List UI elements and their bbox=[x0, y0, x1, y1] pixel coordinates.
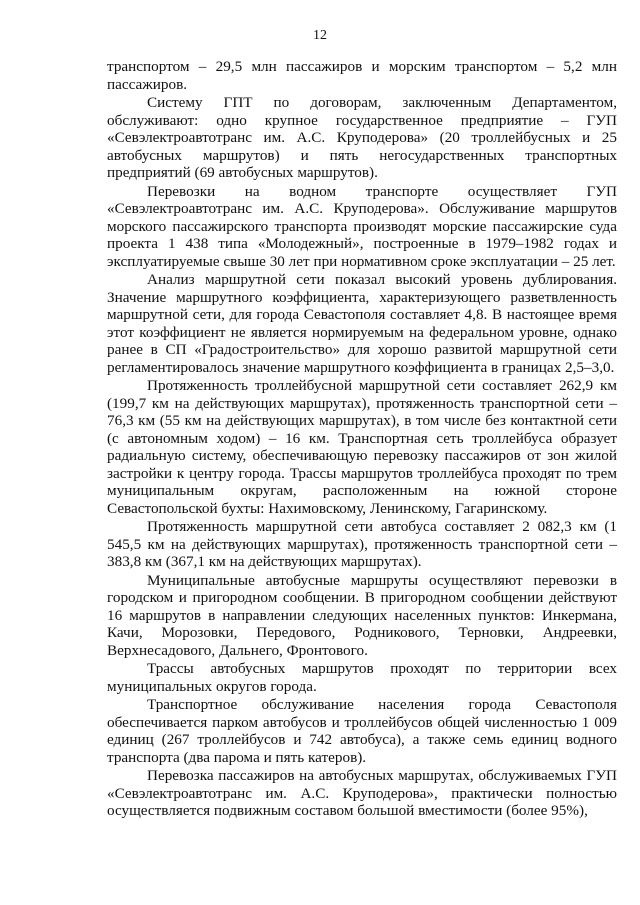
paragraph-gpt-operators: Систему ГПТ по договорам, заключенным Департаментом, обслуживают: одно крупное государственное предприятие – ГУП «Севэлектроавтотранс им. А.С. Круподерова» (20 троллейбусных и 25 автобусных маршрутов) и пять негосударственных транспортных предприятий (69 автобусных маршрутов). bbox=[107, 94, 617, 181]
paragraph-municipal-routes: Муниципальные автобусные маршруты осуществляют перевозки в городском и пригородном сообщении. В пригородном сообщении действуют 16 маршрутов в направлении следующих населенных пунктов: Инкермана, Качи, Морозовки, Передового, Родникового, Терновки, Андреевки, Верхнесадового, Дальнего, Фронтового. bbox=[107, 571, 617, 659]
paragraph-bus-route-coverage: Трассы автобусных маршрутов проходят по территории всех муниципальных округов города. bbox=[107, 660, 617, 695]
page-number: 12 bbox=[313, 28, 327, 43]
paragraph-passenger-transport: Перевозка пассажиров на автобусных маршрутах, обслуживаемых ГУП «Севэлектроавтотранс им. А.С. Круподерова», практически полностью осуществляется подвижным составом большой вместимости (более 95%), bbox=[107, 767, 617, 819]
paragraph-water-transport: Перевозки на водном транспорте осуществляет ГУП «Севэлектроавтотранс им. А.С. Круподерова». Обслуживание маршрутов морского пассажирского транспорта производят морские пассажирские суда проекта 1 438 типа «Молодежный», построенные в 1979–1982 годах и эксплуатируемые свыше 30 лет при нормативном сроке эксплуатации – 25 лет. bbox=[107, 182, 617, 270]
paragraph-bus-network: Протяженность маршрутной сети автобуса составляет 2 082,3 км (1 545,5 км на действующих маршрутах), протяженность транспортной сети – 383,8 км (367,1 км на действующих маршрутах). bbox=[107, 518, 617, 570]
paragraph-trolleybus-network: Протяженность троллейбусной маршрутной сети составляет 262,9 км (199,7 км на действующих маршрутах), протяженность транспортной сети – 76,3 км (55 км на действующих маршрутах), в том числе без контактной сети (с автономным ходом) – 16 км. Транспортная сеть троллейбуса образует радиальную систему, обеспечивающую перевозку пассажиров от зон жилой застройки к центру города. Трассы маршрутов троллейбуса проходят по трем муниципальным округам, расположенным на южной стороне Севастопольской бухты: Нахимовскому, Ленинскому, Гагаринскому. bbox=[107, 377, 617, 517]
document-body bbox=[107, 58, 617, 820]
paragraph-continuation: транспортом – 29,5 млн пассажиров и морским транспортом – 5,2 млн пассажиров. bbox=[107, 58, 617, 93]
paragraph-fleet: Транспортное обслуживание населения города Севастополя обеспечивается парком автобусов и троллейбусов общей численностью 1 009 единиц (267 троллейбусов и 742 автобуса), а также семь единиц водного транспорта (два парома и пять катеров). bbox=[107, 696, 617, 766]
paragraph-route-analysis: Анализ маршрутной сети показал высокий уровень дублирования. Значение маршрутного коэффициента, характеризующего разветвленность маршрутной сети, для города Севастополя составляет 4,8. В настоящее время этот коэффициент не является нормируемым на федеральном уровне, однако ранее в СП «Градостроительство» для хорошо развитой маршрутной сети регламентировалось значение маршрутного коэффициента в границах 2,5–3,0. bbox=[107, 271, 617, 376]
